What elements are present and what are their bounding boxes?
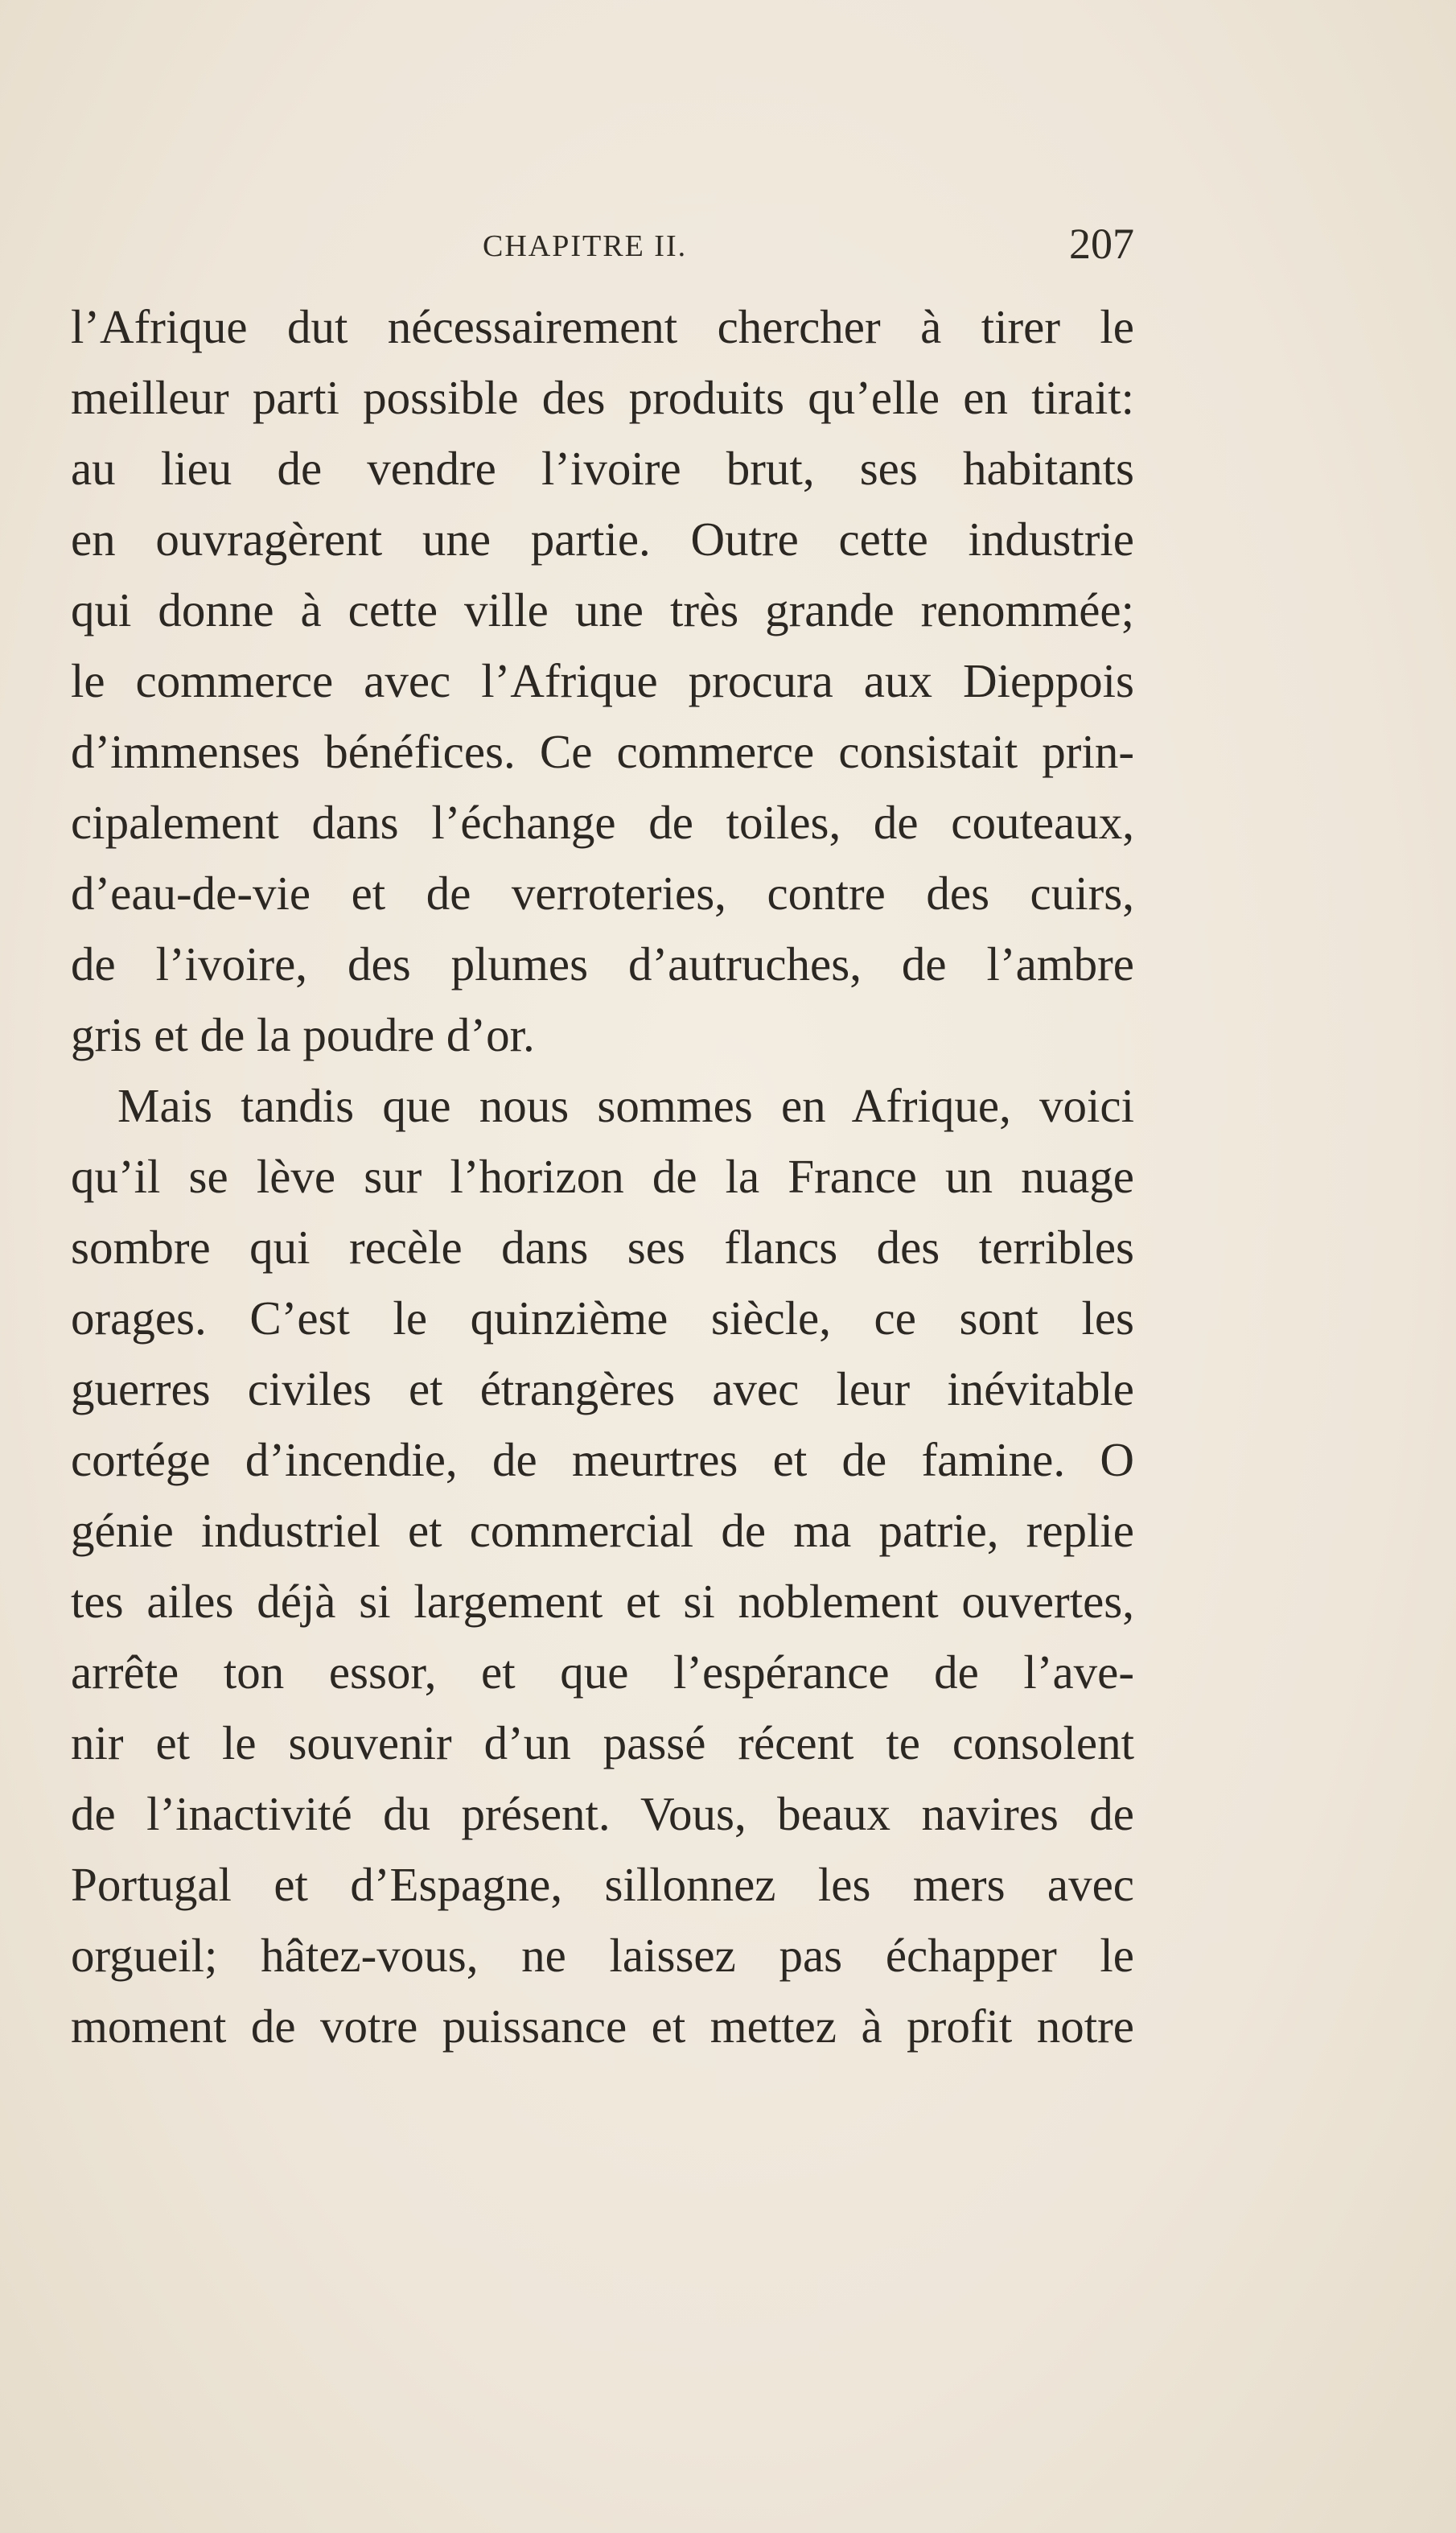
text-line: gris et de la poudre d’or. <box>71 1008 535 1061</box>
text-line: le commerce avec l’Afrique procura aux Dieppois <box>71 654 1134 707</box>
text-line: d’eau-de-vie et de verroteries, contre des cuirs, <box>71 867 1134 920</box>
text-line: en ouvragèrent une partie. Outre cette industrie <box>71 513 1134 566</box>
text-line: tes ailes déjà si largement et si noblement ouvertes, <box>71 1575 1134 1628</box>
text-line: arrête ton essor, et que l’espérance de l’ave- <box>71 1645 1134 1699</box>
text-line: Mais tandis que nous sommes en Afrique, voici <box>117 1079 1134 1132</box>
paragraph-1 <box>71 291 1134 1070</box>
text-line: qui donne à cette ville une très grande renommée; <box>71 583 1134 636</box>
text-line: au lieu de vendre l’ivoire brut, ses habitants <box>71 442 1134 495</box>
text-line: guerres civiles et étrangères avec leur inévitable <box>71 1362 1134 1415</box>
text-line: meilleur parti possible des produits qu’elle en tirait: <box>71 371 1134 424</box>
page-header <box>71 219 1134 275</box>
text-line: de l’ivoire, des plumes d’autruches, de l’ambre <box>71 937 1134 991</box>
body-text <box>71 291 1134 2061</box>
text-line: génie industriel et commercial de ma patrie, replie <box>71 1504 1134 1557</box>
running-head: CHAPITRE II. <box>483 229 688 263</box>
paragraph-2 <box>71 1070 1134 2061</box>
text-line: orages. C’est le quinzième siècle, ce sont les <box>71 1291 1134 1345</box>
text-line: l’Afrique dut nécessairement chercher à tirer le <box>71 300 1134 353</box>
page-number: 207 <box>1069 220 1134 268</box>
text-line: qu’il se lève sur l’horizon de la France un nuage <box>71 1150 1134 1203</box>
text-line: d’immenses bénéfices. Ce commerce consistait prin- <box>71 725 1134 778</box>
text-line: nir et le souvenir d’un passé récent te consolent <box>71 1716 1134 1769</box>
text-line: cortége d’incendie, de meurtres et de famine. O <box>71 1433 1134 1486</box>
text-line: sombre qui recèle dans ses flancs des terribles <box>71 1221 1134 1274</box>
text-line: Portugal et d’Espagne, sillonnez les mers avec <box>71 1858 1134 1911</box>
text-line: moment de votre puissance et mettez à profit notre <box>71 2000 1134 2053</box>
text-line: cipalement dans l’échange de toiles, de couteaux, <box>71 796 1134 849</box>
text-line: de l’inactivité du présent. Vous, beaux navires de <box>71 1787 1134 1840</box>
text-line: orgueil; hâtez-vous, ne laissez pas échapper le <box>71 1929 1134 1982</box>
